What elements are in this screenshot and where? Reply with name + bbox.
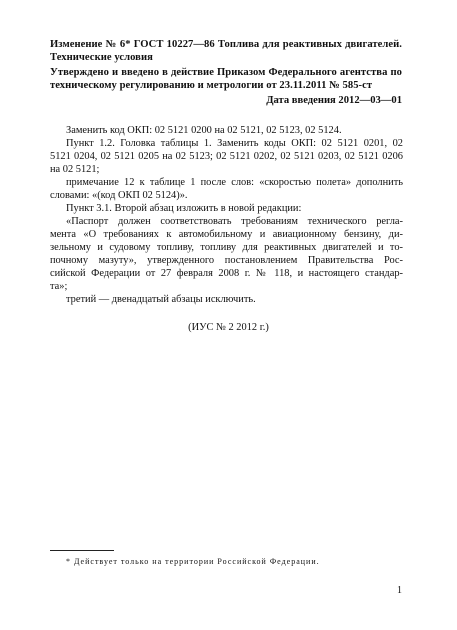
body-line: словами: «(код ОКП 02 5124)». [50, 190, 188, 201]
source-reference: (ИУС № 2 2012 г.) [188, 322, 269, 333]
body-line: Заменить код ОКП: 02 5121 0200 на 02 5121, 02 5123, 02 5124. [66, 125, 342, 136]
document-title-line-2: Технические условия [50, 52, 153, 63]
body-line: та»; [50, 281, 68, 292]
body-line: третий — двенадцатый абзацы исключить. [66, 294, 256, 305]
document-title-line-1: Изменение № 6* ГОСТ 10227—86 Топлива для реактивных двигателей. [50, 39, 402, 50]
body-line: примечание 12 к таблице 1 после слов: «скоростью полета» дополнить [66, 177, 403, 188]
body-line: сийской Федерации от 27 февраля 2008 г. № 118, и настоящего стандар- [50, 268, 403, 279]
page-number: 1 [397, 585, 402, 596]
effective-date: Дата введения 2012—03—01 [266, 95, 402, 106]
body-line: зельному и судовому топливу, топливу для реактивных двигателей и то- [50, 242, 403, 253]
body-line: почному мазуту», утвержденного постановлением Правительства Рос- [50, 255, 403, 266]
body-line: мента «О требованиях к автомобильному и авиационному бензину, ди- [50, 229, 403, 240]
body-line: Пункт 3.1. Второй абзац изложить в новой редакции: [66, 203, 302, 214]
body-line: 5121 0204, 02 5121 0205 на 02 5123; 02 5121 0202, 02 5121 0203, 02 5121 0206 [50, 151, 403, 162]
body-line: на 02 5121; [50, 164, 100, 175]
footnote: * Действует только на территории Российской Федерации. [66, 557, 320, 566]
body-line: Пункт 1.2. Головка таблицы 1. Заменить коды ОКП: 02 5121 0201, 02 [66, 138, 403, 149]
footnote-divider [50, 550, 114, 551]
approval-line-1: Утверждено и введено в действие Приказом Федерального агентства по [50, 67, 402, 78]
approval-line-2: техническому регулированию и метрологии от 23.11.2011 № 585-ст [50, 80, 373, 91]
body-line: «Паспорт должен соответствовать требованиям технического регла- [66, 216, 403, 227]
